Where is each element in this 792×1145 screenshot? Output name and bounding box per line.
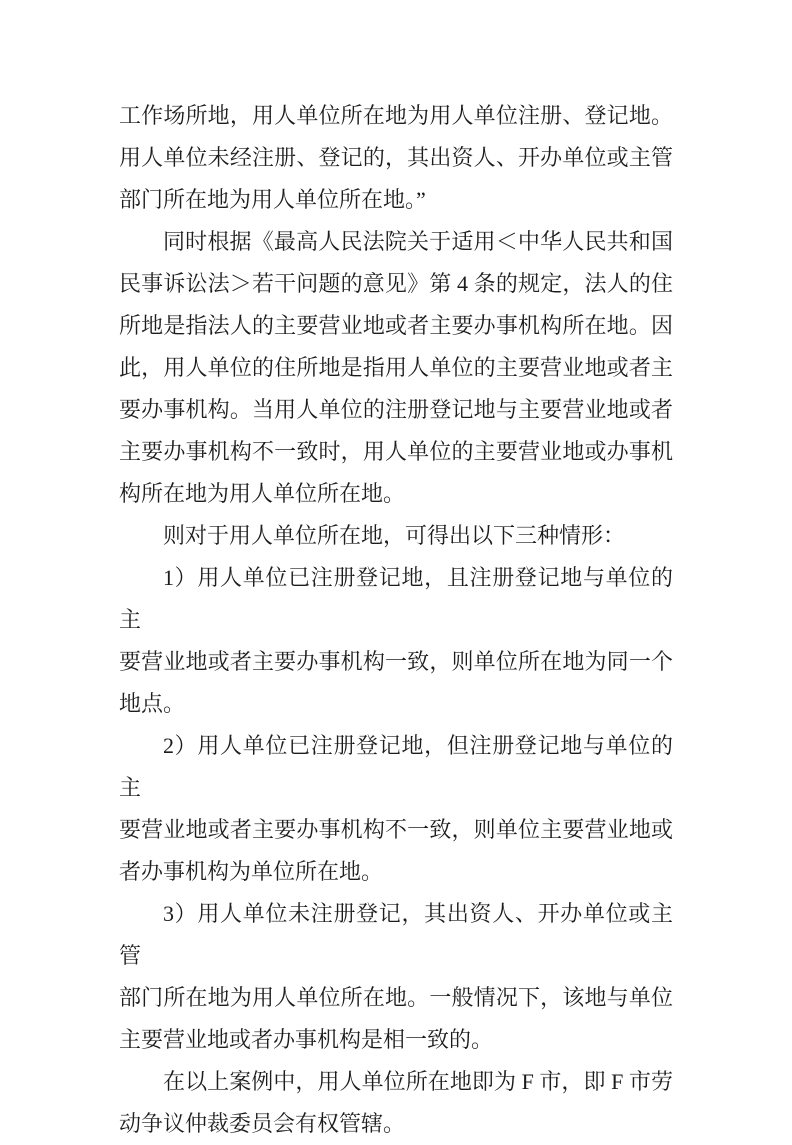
text-line: 部门所在地为用人单位所在地。一般情况下，该地与单位 — [119, 985, 673, 1010]
text-line: 在以上案例中，用人单位所在地即为 F 市，即 F 市劳 — [163, 1069, 673, 1094]
text-line: 部门所在地为用人单位所在地。” — [119, 187, 426, 212]
text-line: 构所在地为用人单位所在地。 — [119, 481, 406, 506]
text-line: 要办事机构。当用人单位的注册登记地与主要营业地或者 — [119, 397, 673, 422]
text-line: 3）用人单位未注册登记，其出资人、开办单位或主管 — [119, 901, 673, 968]
text-line: 民事诉讼法＞若干问题的意见》第 4 条的规定，法人的住 — [119, 271, 673, 296]
text-line: 2）用人单位已注册登记地，但注册登记地与单位的主 — [119, 733, 673, 800]
text-line: 所地是指法人的主要营业地或者主要办事机构所在地。因 — [119, 313, 673, 338]
text-line: 工作场所地，用人单位所在地为用人单位注册、登记地。 — [119, 103, 673, 128]
text-line: 此，用人单位的住所地是指用人单位的主要营业地或者主 — [119, 355, 673, 380]
text-line: 同时根据《最高人民法院关于适用＜中华人民共和国 — [163, 229, 673, 254]
text-line: 主要办事机构不一致时，用人单位的主要营业地或办事机 — [119, 439, 673, 464]
text-line: 主要营业地或者办事机构是相一致的。 — [119, 1027, 494, 1052]
text-line: 用人单位未经注册、登记的，其出资人、开办单位或主管 — [119, 145, 673, 170]
text-line: 1）用人单位已注册登记地，且注册登记地与单位的主 — [119, 565, 673, 632]
text-line: 地点。 — [119, 691, 186, 716]
text-line: 要营业地或者主要办事机构不一致，则单位主要营业地或 — [119, 817, 673, 842]
text-line: 动争议仲裁委员会有权管辖。 — [119, 1111, 406, 1136]
text-line: 者办事机构为单位所在地。 — [119, 859, 384, 884]
text-line: 要营业地或者主要办事机构一致，则单位所在地为同一个 — [119, 649, 673, 674]
document-text-block — [119, 95, 673, 1145]
text-line: 则对于用人单位所在地，可得出以下三种情形： — [163, 523, 626, 548]
